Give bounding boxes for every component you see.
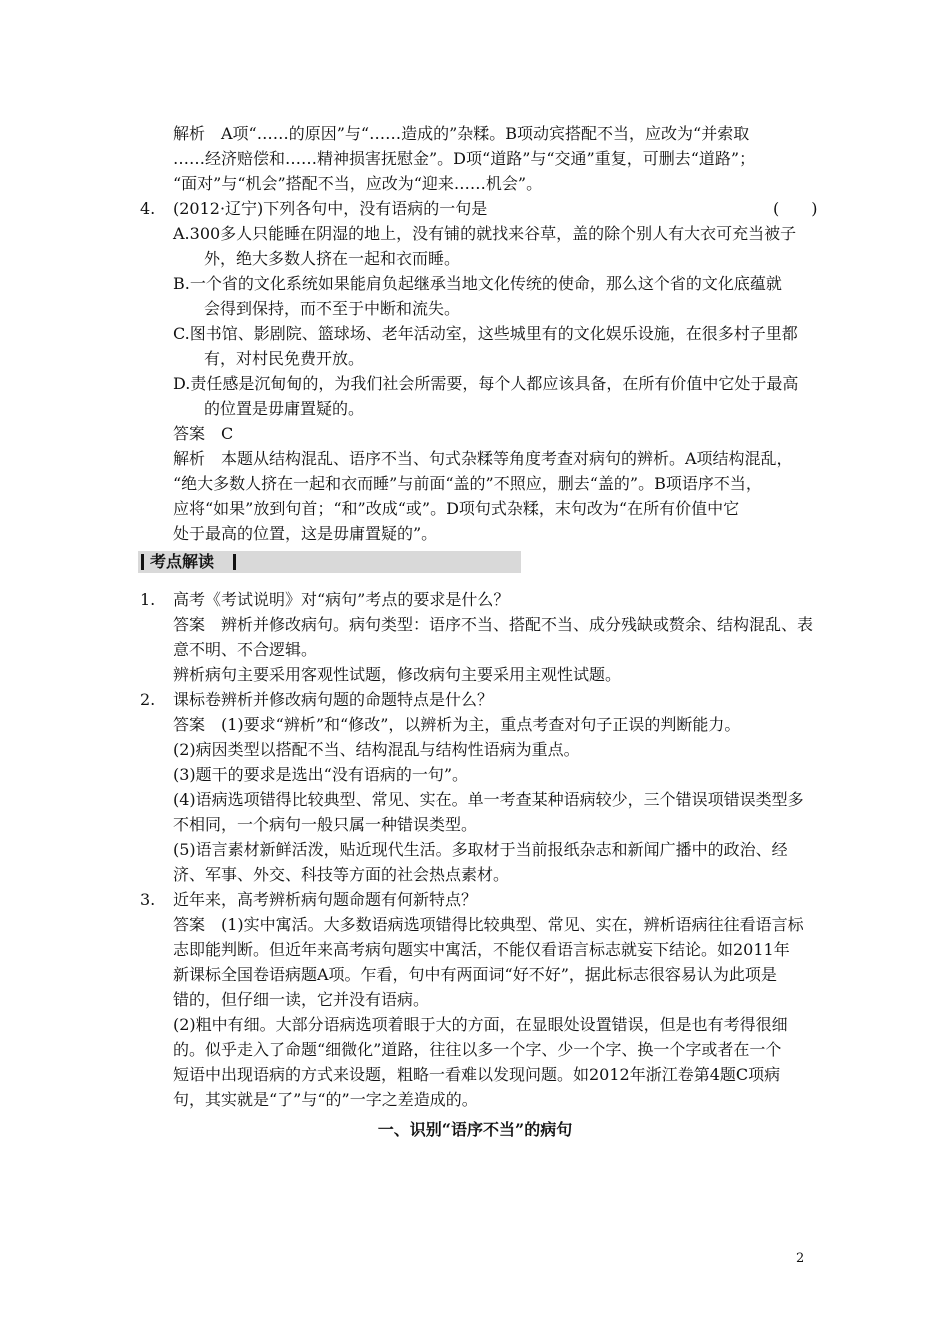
q4-answer: 答案 C: [173, 424, 234, 443]
item-3-line-5: (2)粗中有细。大部分语病选项着眼于大的方面，在显眼处设置错误，但是也有考得很细: [173, 1015, 788, 1034]
item-3-line-8: 句，其实就是“了”与“的”一字之差造成的。: [173, 1090, 478, 1109]
item-3-line-1: 答案 (1)实中寓活。大多数语病选项错得比较典型、常见、实在，辨析语病往往看语言标: [173, 915, 804, 934]
q4-analysis-line-2: “绝大多数人挤在一起和衣而睡”与前面“盖的”不照应，删去“盖的”。B项语序不当，: [173, 474, 762, 493]
item-2-question: 课标卷辨析并修改病句题的命题特点是什么？: [173, 690, 494, 709]
q4-option-c-line-2: 有，对村民免费开放。: [204, 349, 365, 368]
item-1-line-2: 意不明、不合逻辑。: [173, 640, 318, 659]
item-2-line-7: 济、军事、外交、科技等方面的社会热点素材。: [173, 865, 510, 884]
page-number: 2: [796, 1251, 805, 1266]
item-2-line-6: (5)语言素材新鲜活泼，贴近现代生活。多取材于当前报纸杂志和新闻广播中的政治、经: [173, 840, 788, 859]
item-2-line-4: (4)语病选项错得比较典型、常见、实在。单一考查某种语病较少，三个错误项错误类型多: [173, 790, 804, 809]
item-3-line-6: 的。似乎走入了命题“细微化”道路，往往以多一个字、少一个字、换一个字或者在一个: [173, 1040, 782, 1059]
section-right-mark: [233, 554, 236, 570]
item-2-line-3: (3)题干的要求是选出“没有语病的一句”。: [173, 765, 469, 784]
section-left-mark: [141, 554, 144, 570]
item-2-line-5: 不相同，一个病句一般只属一种错误类型。: [173, 815, 478, 834]
item-2-line-1: 答案 (1)要求“辨析”和“修改”，以辨析为主，重点考查对句子正误的判断能力。: [173, 715, 741, 734]
item-1-question: 高考《考试说明》对“病句”考点的要求是什么？: [173, 590, 510, 609]
q4-option-b-line-2: 会得到保持，而不至于中断和流失。: [204, 299, 461, 318]
q4-option-a-line-2: 外，绝大多数人挤在一起和衣而睡。: [204, 249, 461, 268]
q4-option-a-line-1: A.300多人只能睡在阴湿的地上，没有铺的就找来谷草，盖的除个别人有大衣可充当被子: [173, 224, 797, 243]
q4-option-b-line-1: B.一个省的文化系统如果能肩负起继承当地文化传统的使命，那么这个省的文化底蕴就: [173, 274, 782, 293]
item-3-number: 3.: [140, 890, 156, 909]
item-1-number: 1.: [140, 590, 156, 609]
item-1-line-3: 辨析病句主要采用客观性试题，修改病句主要采用主观性试题。: [173, 665, 622, 684]
item-3-line-2: 志即能判断。但近年来高考病句题实中寓活，不能仅看语言标志就妄下结论。如2011年: [173, 940, 790, 959]
item-3-line-3: 新课标全国卷语病题A项。乍看，句中有两面词“好不好”，据此标志很容易认为此项是: [173, 965, 777, 984]
item-3-line-7: 短语中出现语病的方式来设题，粗略一看难以发现问题。如2012年浙江卷第4题C项病: [173, 1065, 781, 1084]
section-heading: 一、识别“语序不当”的病句: [377, 1120, 573, 1139]
item-1-line-1: 答案 辨析并修改病句。病句类型：语序不当、搭配不当、成分残缺或赘余、结构混乱、表: [173, 615, 814, 634]
q4-option-d-line-1: D.责任感是沉甸甸的，为我们社会所需要，每个人都应该具备，在所有价值中它处于最高: [173, 374, 799, 393]
q4-option-c-line-1: C.图书馆、影剧院、篮球场、老年活动室，这些城里有的文化娱乐设施，在很多村子里都: [173, 324, 798, 343]
q4-number: 4.: [140, 199, 156, 218]
q4-option-d-line-2: 的位置是毋庸置疑的。: [204, 399, 365, 418]
q3-analysis-line-3: “面对”与“机会”搭配不当，应改为“迎来……机会”。: [173, 174, 543, 193]
q4-analysis-line-3: 应将“如果”放到句首；“和”改成“或”。D项句式杂糅，末句改为“在所有价值中它: [173, 499, 740, 518]
section-title: 考点解读: [150, 552, 215, 571]
item-3-question: 近年来，高考辨析病句题命题有何新特点？: [173, 890, 478, 909]
item-2-line-2: (2)病因类型以搭配不当、结构混乱与结构性语病为重点。: [173, 740, 580, 759]
q4-analysis-line-4: 处于最高的位置，这是毋庸置疑的”。: [173, 524, 438, 543]
q4-answer-bracket: ( ): [773, 199, 818, 218]
q3-analysis-line-1: 解析 A项“……的原因”与“……造成的”杂糅。B项动宾搭配不当，应改为“并索取: [173, 124, 750, 143]
q3-analysis-line-2: ……经济赔偿和……精神损害抚慰金”。D项“道路”与“交通”重复，可删去“道路”；: [173, 149, 756, 168]
item-2-number: 2.: [140, 690, 156, 709]
q4-analysis-line-1: 解析 本题从结构混乱、语序不当、句式杂糅等角度考查对病句的辨析。A项结构混乱，: [173, 449, 793, 468]
q4-stem: (2012·辽宁)下列各句中，没有语病的一句是: [173, 199, 488, 218]
item-3-line-4: 错的，但仔细一读，它并没有语病。: [173, 990, 430, 1009]
